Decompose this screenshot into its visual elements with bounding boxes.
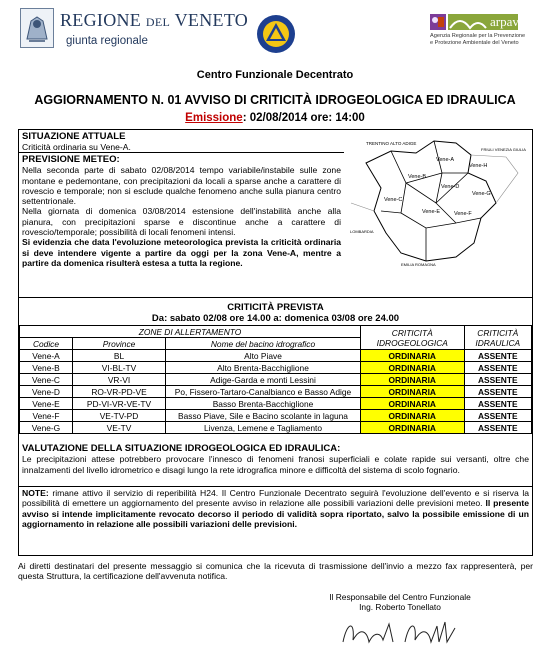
cell-bacino: Alto Piave — [166, 350, 361, 362]
criticita-heading-block — [19, 302, 532, 324]
cell-codice: Vene-A — [20, 350, 73, 362]
cell-idraulica: ASSENTE — [464, 386, 532, 398]
cell-province: PD-VI-VR-VE-TV — [73, 398, 166, 410]
giunta-regionale-label: giunta regionale — [66, 35, 148, 47]
cell-codice: Vene-F — [20, 410, 73, 422]
zone-header: ZONE DI ALLERTAMENTO — [20, 326, 361, 338]
table-header-row — [20, 326, 532, 338]
table-row — [20, 398, 532, 410]
page-title: AGGIORNAMENTO N. 01 AVVISO DI CRITICITÀ IDROGEOLOGICA ED IDRAULICA — [34, 93, 516, 107]
table-row — [20, 422, 532, 434]
criticita-heading: CRITICITÀ PREVISTA — [227, 302, 324, 313]
cell-bacino: Alto Brenta-Bacchiglione — [166, 362, 361, 374]
valutazione-heading: VALUTAZIONE DELLA SITUAZIONE IDROGEOLOGICA ED IDRAULICA: — [22, 443, 341, 454]
emission-line — [0, 112, 550, 124]
col-idrogeologica: CRITICITÀ IDROGEOLOGICA — [361, 326, 465, 350]
table-row — [20, 362, 532, 374]
note-label: NOTE: — [22, 488, 49, 498]
cell-codice: Vene-D — [20, 386, 73, 398]
table-row — [20, 374, 532, 386]
cell-idraulica: ASSENTE — [464, 398, 532, 410]
cell-idrogeologica: ORDINARIA — [361, 350, 465, 362]
table-row — [20, 386, 532, 398]
cell-idraulica: ASSENTE — [464, 410, 532, 422]
cell-bacino: Basso Piave, Sile e Bacino scolante in laguna — [166, 410, 361, 422]
arpav-subtitle: Agenzia Regionale per la Prevenzione e Protezione Ambientale del Veneto — [430, 33, 526, 46]
col-bacino: Nome del bacino idrografico — [166, 338, 361, 350]
table-row — [20, 350, 532, 362]
lion-emblem-icon — [20, 8, 54, 48]
signature-block — [300, 592, 500, 654]
cell-province: BL — [73, 350, 166, 362]
regione-veneto-logo — [20, 8, 249, 56]
previsione-p1: Nella seconda parte di sabato 02/08/2014 tempo variabile/instabile sulle zone montane e pedemontane, con precipitazioni da locali a sparse anche a carattere di rovescio e temporale; non si esclude qualche fenomeno anche sulla pianura centro settentrionale. — [22, 165, 341, 207]
regione-title: REGIONE DEL VENETO — [60, 10, 249, 30]
previsione-section — [19, 154, 344, 268]
table-row — [20, 410, 532, 422]
map-label: Vene-B — [408, 174, 427, 180]
map-label: Vene-H — [469, 163, 488, 169]
cell-bacino: Po, Fissero-Tartaro-Canalbianco e Basso Adige — [166, 386, 361, 398]
cell-idrogeologica: ORDINARIA — [361, 398, 465, 410]
cell-bacino: Adige-Garda e monti Lessini — [166, 374, 361, 386]
map-label: Vene-C — [384, 197, 403, 203]
centro-funzionale-label: Centro Funzionale Decentrato — [196, 69, 354, 81]
col-codice: Codice — [20, 338, 73, 350]
note-section — [19, 488, 532, 529]
col-province: Province — [73, 338, 166, 350]
arpav-name: arpav — [490, 14, 519, 29]
cell-idraulica: ASSENTE — [464, 362, 532, 374]
previsione-p2: Nella giornata di domenica 03/08/2014 estensione dell'instabilità anche alla pianura, con precipitazioni sparse e discontinue anche a carattere di rovescio/temporale; possibilità di locali fenomeni intensi. — [22, 206, 341, 238]
previsione-p3: Si evidenzia che data l'evoluzione meteorologica prevista la criticità ordinaria si deve intendere vigente a partire da oggi per la zona Vene-A, mentre a partire da domenica risulterà estesa a tutta la regione. — [22, 237, 341, 268]
handwritten-signature — [325, 612, 475, 652]
signature-role: Il Responsabile del Centro Funzionale — [329, 592, 471, 602]
cell-idraulica: ASSENTE — [464, 350, 532, 362]
cell-bacino: Livenza, Lemene e Tagliamento — [166, 422, 361, 434]
map-label: Vene-D — [441, 184, 460, 190]
cell-codice: Vene-G — [20, 422, 73, 434]
criticita-table — [19, 325, 532, 434]
cell-idrogeologica: ORDINARIA — [361, 374, 465, 386]
cell-idrogeologica: ORDINARIA — [361, 386, 465, 398]
map-label: LOMBARDIA — [350, 229, 374, 234]
cell-province: RO-VR-PD-VE — [73, 386, 166, 398]
cell-bacino: Basso Brenta-Bacchiglione — [166, 398, 361, 410]
arpav-logo — [430, 14, 545, 58]
situazione-heading: SITUAZIONE ATTUALE — [22, 131, 126, 142]
emission-label: Emissione — [185, 112, 243, 124]
destinatari-text: Ai diretti destinatari del presente messaggio si comunica che la ricevuta di trasmissione dell'invio a mezzo fax rappresenterà, per questa Struttura, la certificazione dell'avvenuta notifica. — [18, 561, 533, 582]
map-label: TRENTINO ALTO ADIGE — [366, 141, 417, 146]
map-label: Vene-E — [422, 209, 441, 215]
cell-province: VR-VI — [73, 374, 166, 386]
situazione-section — [19, 131, 344, 153]
emission-value: : 02/08/2014 ore: 14:00 — [242, 112, 365, 124]
note-text: rimane attivo il servizio di reperibilità H24. Il Centro Funzionale Decentrato seguirà l'evoluzione dell'evento e si riserva la possibilità di emettere un aggiornamento del presente avviso in relazione alle possibili variazioni delle previsioni meteo. — [22, 488, 530, 509]
col-idraulica: CRITICITÀ IDRAULICA — [464, 326, 532, 350]
cell-province: VE-TV — [73, 422, 166, 434]
situazione-text: Criticità ordinaria su Vene-A. — [22, 142, 131, 153]
cell-idrogeologica: ORDINARIA — [361, 362, 465, 374]
valutazione-section — [19, 443, 532, 475]
map-label: EMILIA ROMAGNA — [401, 262, 436, 267]
criticita-period: Da: sabato 02/08 ore 14.00 a: domenica 03/08 ore 24.00 — [151, 313, 400, 324]
cell-codice: Vene-C — [20, 374, 73, 386]
cell-province: VE-TV-PD — [73, 410, 166, 422]
valutazione-text: Le precipitazioni attese potrebbero provocare l'innesco di fenomeni franosi superficiali e colate rapide sui versanti, oltre che innalzamenti del livello idrometrico e disagi lungo la rete idrografica minore e difficoltà del sistema di scolo fognario. — [22, 454, 529, 475]
cell-codice: Vene-B — [20, 362, 73, 374]
previsione-heading: PREVISIONE METEO: — [22, 154, 120, 165]
map-label: Vene-G — [472, 191, 491, 197]
cell-idraulica: ASSENTE — [464, 422, 532, 434]
signature-name: Ing. Roberto Tonellato — [359, 602, 441, 612]
arpav-emblem-icon — [430, 14, 446, 30]
divider — [19, 486, 532, 487]
cell-codice: Vene-E — [20, 398, 73, 410]
cell-idrogeologica: ORDINARIA — [361, 422, 465, 434]
protezione-civile-logo — [256, 14, 296, 54]
cell-idraulica: ASSENTE — [464, 374, 532, 386]
divider — [19, 297, 532, 298]
zone-map — [346, 133, 528, 271]
cell-idrogeologica: ORDINARIA — [361, 410, 465, 422]
note-bold: Il presente avviso si intende implicitamente revocato decorso il periodo di validità sopra riportato, salvo la possibile emissione di un aggiornamento in relazione alle possibili variazioni delle previsioni. — [22, 498, 529, 529]
cell-province: VI-BL-TV — [73, 362, 166, 374]
map-label: Vene-A — [436, 157, 455, 163]
map-label: FRIULI VENEZIA GIULIA — [481, 147, 526, 152]
page-header — [0, 0, 550, 62]
map-label: Vene-F — [454, 211, 472, 217]
divider — [19, 152, 344, 153]
